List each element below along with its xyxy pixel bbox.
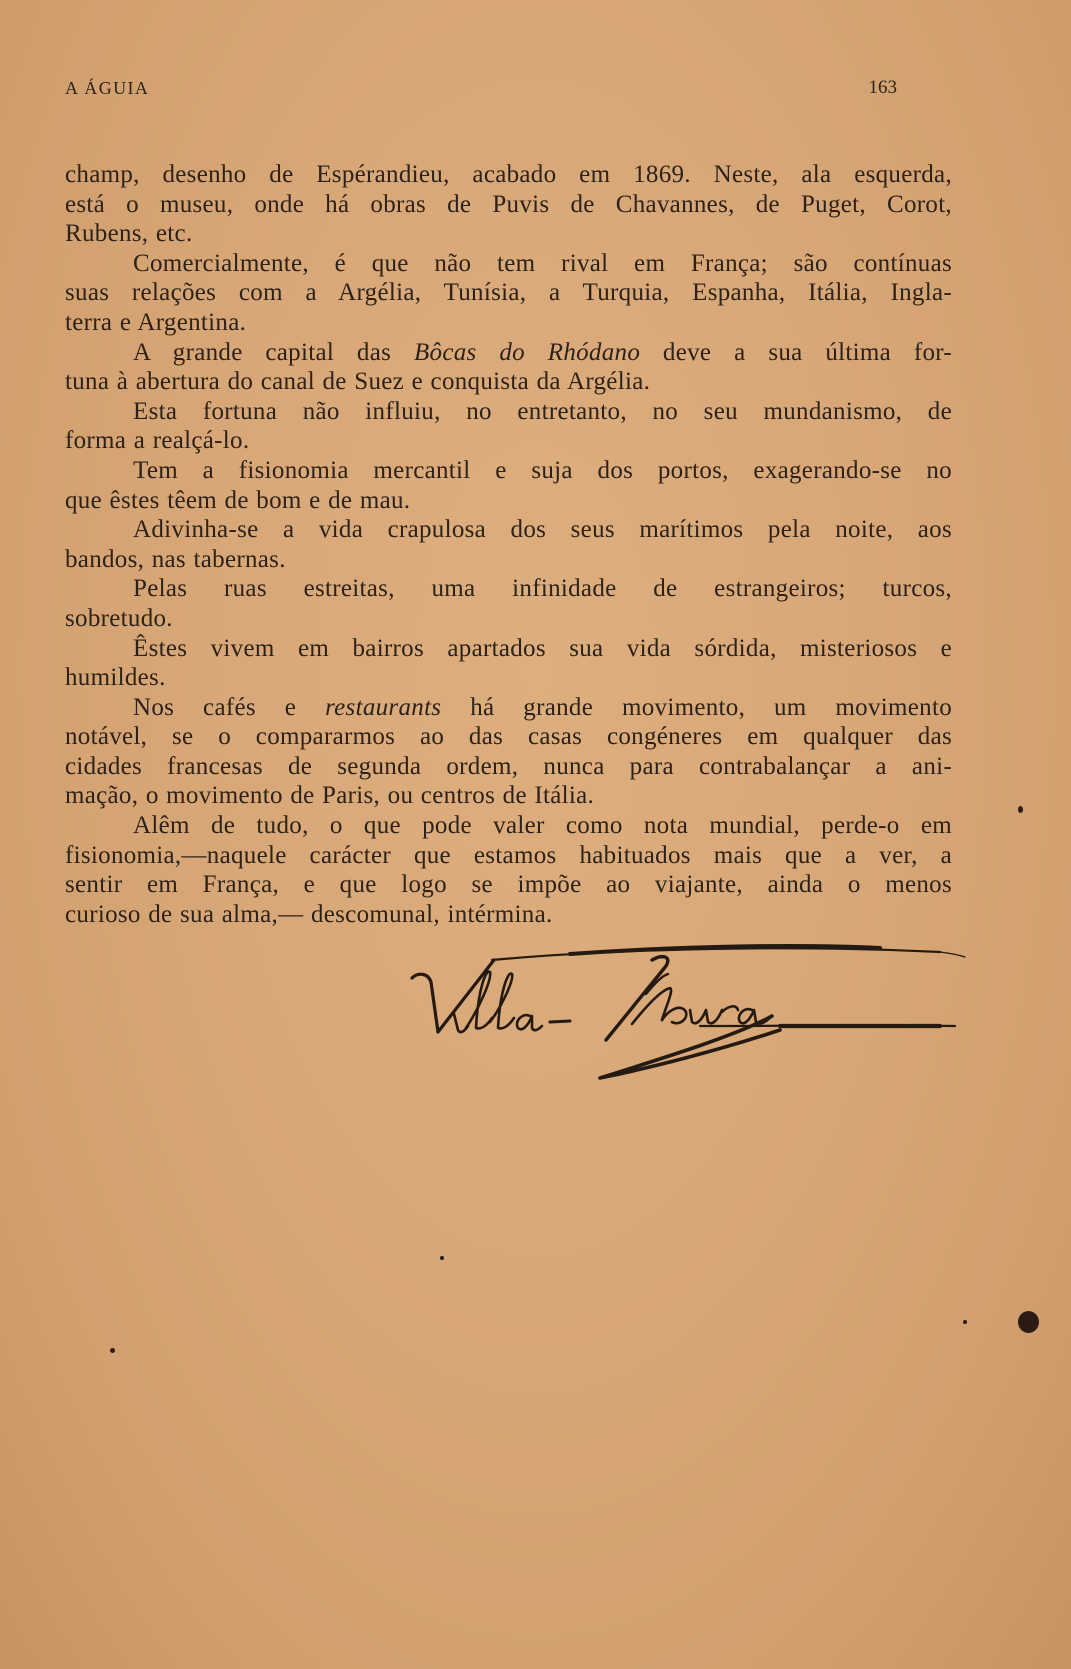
- text-line: [65, 338, 952, 368]
- text-line: cidades francesas de segunda ordem, nunca para contrabalançar a ani-: [65, 752, 952, 780]
- text-segment: A grande capital das: [133, 338, 414, 366]
- text-line: Pelas ruas estreitas, uma infinidade de estrangeiros; turcos,: [133, 575, 952, 603]
- paragraph: [65, 515, 952, 574]
- ink-speck: [440, 1256, 444, 1260]
- running-title: A ÁGUIA: [65, 78, 150, 98]
- italic-phrase: Bôcas do Rhódano: [413, 338, 641, 366]
- text-line: está o museu, onde há obras de Puvis de Chavannes, de Puget, Corot,: [65, 190, 952, 218]
- paragraph: [65, 249, 952, 338]
- text-line: que êstes têem de bom e de mau.: [65, 486, 411, 514]
- text-line: fisionomia,—naquele carácter que estamos habituados mais que a ver, a: [65, 841, 952, 869]
- handwritten-signature: [400, 930, 970, 1100]
- paragraph: [65, 811, 952, 929]
- ink-speck: [963, 1320, 967, 1324]
- text-line: sobretudo.: [65, 604, 173, 632]
- paragraph: [65, 693, 952, 811]
- text-line: forma a realçá-lo.: [65, 427, 250, 455]
- ink-speck: [1018, 1311, 1039, 1333]
- ink-speck: [1018, 806, 1023, 813]
- text-line: bandos, nas tabernas.: [65, 545, 286, 573]
- paragraph: [65, 397, 952, 456]
- text-segment: Nos cafés e: [133, 693, 326, 721]
- text-line: humildes.: [65, 664, 166, 692]
- text-line: notável, se o compararmos ao das casas congéneres em qualquer das: [65, 723, 952, 751]
- paragraph: [65, 634, 952, 693]
- paragraph: [65, 160, 952, 249]
- paragraph: [65, 456, 952, 515]
- text-line: Esta fortuna não influiu, no entretanto, no seu mundanismo, de: [133, 397, 952, 425]
- text-line: mação, o movimento de Paris, ou centros de Itália.: [65, 782, 595, 810]
- text-line: Adivinha-se a vida crapulosa dos seus marítimos pela noite, aos: [133, 516, 952, 544]
- text-line: Êstes vivem em bairros apartados sua vida sórdida, misteriosos e: [133, 634, 952, 662]
- text-line: Tem a fisionomia mercantil e suja dos portos, exagerando-se no: [133, 456, 952, 484]
- text-line: champ, desenho de Espérandieu, acabado em 1869. Neste, ala esquerda,: [65, 161, 952, 188]
- text-line: suas relações com a Argélia, Tunísia, a Turquia, Espanha, Itália, Ingla-: [65, 279, 952, 307]
- text-line: terra e Argentina.: [65, 308, 247, 336]
- text-line: sentir em França, e que logo se impõe ao viajante, ainda o menos: [65, 871, 952, 899]
- ink-speck: [110, 1348, 115, 1353]
- article-body: [65, 160, 952, 929]
- paragraph: [65, 338, 952, 397]
- text-segment: há grande movimento, um movimento: [441, 693, 952, 721]
- text-line: tuna à abertura do canal de Suez e conquista da Argélia.: [65, 368, 651, 396]
- page-number: 163: [868, 77, 897, 98]
- text-line: [65, 693, 952, 723]
- italic-phrase: restaurants: [325, 693, 442, 721]
- text-segment: deve a sua última for-: [640, 338, 952, 366]
- text-line: curioso de sua alma,— descomunal, intérmina.: [65, 900, 553, 928]
- text-line: Comercialmente, é que não tem rival em França; são contínuas: [133, 249, 952, 277]
- text-line: Rubens, etc.: [65, 220, 193, 248]
- text-line: Alêm de tudo, o que pode valer como nota mundial, perde-o em: [133, 812, 952, 840]
- paragraph: [65, 574, 952, 633]
